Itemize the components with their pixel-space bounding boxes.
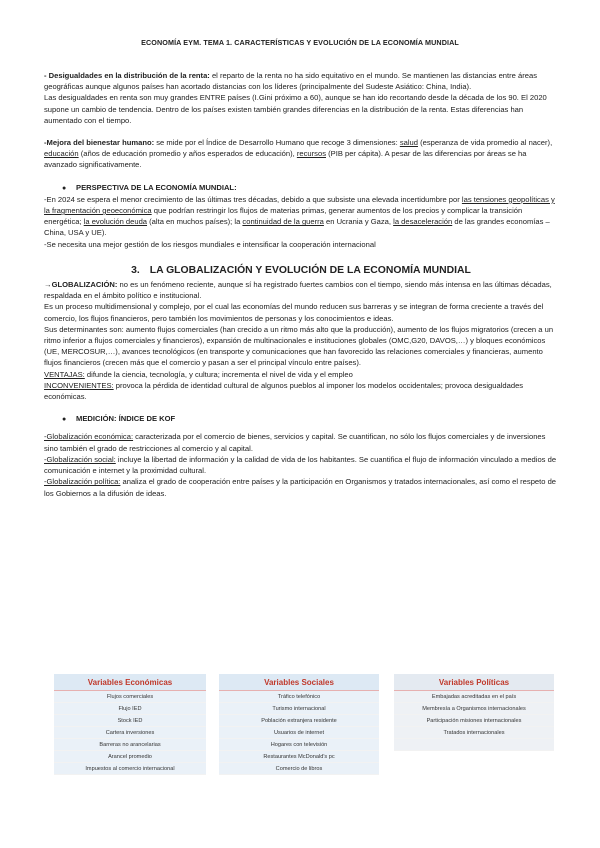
table-cell: Impuestos al comercio internacional xyxy=(54,763,206,775)
paragraph-determinantes: Sus determinantes son: aumento flujos comerciales (han crecido a un ritmo más alto que la producción), aumento de los flujos migratorios (crecen a un ritmo inferior a flujos comerciales y financieros), expansión de multinacionales e instituciones globales (OMC,G20, DAVOS,…) y bloques económicos (UE, MERCOSUR,…), avances tecnológicos (en transporte y comunicaciones que han favorecido las relaciones comerciales y financieras, aumento flujos financieros (crecen más que el comercio y pasan a ser el principal vínculo entre países). xyxy=(44,324,554,368)
ventajas-text: difunde la ciencia, tecnología, y cultura; incrementa el nivel de vida y el empleo xyxy=(84,369,353,379)
bienestar-salud: salud xyxy=(399,138,418,148)
paragraph-desigualdades xyxy=(44,70,558,92)
glob-social-text: incluye la libertad de información y la calidad de vida de los habitantes. Se cuantifica el flujo de información vinculado a medios de comunicación e internet y la proximidad cultural. xyxy=(44,454,557,476)
paragraph-inconvenientes xyxy=(44,380,558,402)
desigualdades-lead: - Desigualdades en la distribución de la renta: xyxy=(44,71,210,80)
table-cell: Usuarios de internet xyxy=(219,727,379,739)
section-number: 3. xyxy=(131,264,140,276)
glob-economica-text: caracterizada por el comercio de bienes, servicios y capital. Se cuantifican, no sólo los flujos comerciales y de inversiones sino también el grado de restricciones al comercio y al capital. xyxy=(44,432,546,453)
section-title xyxy=(44,265,558,276)
medicion-heading xyxy=(62,413,558,425)
perspectiva-underline-4: la desaceleración xyxy=(393,217,453,227)
bullet-icon: ● xyxy=(62,416,67,424)
bienestar-text-1: se mide por el Índice de Desarrollo Humano que recoge 3 dimensiones: xyxy=(154,138,400,148)
paragraph-perspectiva xyxy=(44,194,558,239)
table-cell: Membresía a Organismos internacionales xyxy=(394,703,554,715)
desigualdades-text: el reparto de la renta no ha sido equitativo en el mundo. Se mantienen las distancias entre áreas geográficas aunque algunos países han acortado distancias con los líderes (principalmente del Sudeste Asiático: China, India). xyxy=(44,71,538,92)
bienestar-lead: -Mejora del bienestar humano: xyxy=(44,138,155,148)
perspectiva-heading xyxy=(62,182,558,194)
bienestar-text-2: (esperanza de vida promedio al nacer), xyxy=(417,138,553,148)
inconvenientes-lead: INCONVENIENTES: xyxy=(44,380,114,390)
glob-social-lead: -Globalización social: xyxy=(44,454,116,464)
paragraph-glob-social xyxy=(44,454,558,476)
table-header: Variables Políticas xyxy=(394,674,554,691)
paragraph-globalizacion xyxy=(44,279,558,301)
paragraph-glob-politica xyxy=(44,476,558,498)
perspectiva-heading-text: PERSPECTIVA DE LA ECONOMÍA MUNDIAL: xyxy=(76,182,237,192)
paragraph-proceso: Es un proceso multidimensional y complejo, por el cual las economías del mundo reducen sus barreras y se integran de forma creciente a través del comercio, los flujos financieros, pero también los movimientos de personas y los conocimientos e ideas. xyxy=(44,302,544,323)
table-cell: Stock IED xyxy=(54,715,206,727)
section-title-text: LA GLOBALIZACIÓN Y EVOLUCIÓN DE LA ECONOMÍA MUNDIAL xyxy=(149,264,471,276)
table-header: Variables Económicas xyxy=(54,674,206,691)
table-variables-politicas xyxy=(394,674,554,751)
glob-politica-lead: -Globalización política: xyxy=(44,477,121,487)
table-cell: Población extranjera residente xyxy=(219,715,379,727)
kof-variables-tables xyxy=(54,674,554,774)
paragraph-perspectiva-2: -Se necesita una mejor gestión de los riesgos mundiales e intensificar la cooperación internacional xyxy=(44,239,376,249)
bienestar-text-3: (años de educación promedio y años esperados de educación), xyxy=(78,149,297,159)
document-body xyxy=(44,70,558,499)
perspectiva-text-5: de las grandes economías –China, USA y UE). xyxy=(44,217,550,238)
table-cell: Restaurantes McDonald's pc xyxy=(219,751,379,763)
paragraph-glob-economica xyxy=(44,431,558,453)
table-cell: Comercio de libros xyxy=(219,763,379,775)
table-variables-sociales xyxy=(219,674,379,775)
globalizacion-text: no es un fenómeno reciente, aunque sí ha registrado fuertes cambios con el tiempo, siendo más intensa en las últimas décadas, respaldada en el ámbito político e institucional. xyxy=(44,280,552,301)
paragraph-ventajas xyxy=(44,369,558,380)
perspectiva-text-4: en Ucrania y Gaza, xyxy=(323,217,394,227)
table-cell xyxy=(394,739,554,751)
bienestar-recursos: recursos xyxy=(296,149,326,159)
perspectiva-underline-2: la evolución deuda xyxy=(83,217,148,227)
glob-politica-text: analiza el grado de cooperación entre países y la participación en Organismos y tratados internacionales, así como el respeto de los Gobiernos a la difusión de ideas. xyxy=(44,477,557,498)
table-cell: Flujos comerciales xyxy=(54,691,206,703)
table-variables-economicas xyxy=(54,674,206,775)
ventajas-lead: VENTAJAS: xyxy=(44,369,85,379)
perspectiva-underline-3: continuidad de la guerra xyxy=(242,217,324,227)
medicion-heading-text: MEDICIÓN: ÍNDICE DE KOF xyxy=(76,414,176,424)
bullet-icon: ● xyxy=(62,184,67,192)
paragraph-bienestar xyxy=(44,137,558,171)
table-cell: Tratados internacionales xyxy=(394,727,554,739)
table-cell: Arancel promedio xyxy=(54,751,206,763)
bienestar-educacion: educación xyxy=(44,149,79,159)
bienestar-text-4: (PIB per cápita). A pesar de las diferencias por áreas se ha avanzado significativamente. xyxy=(44,149,527,170)
table-header: Variables Sociales xyxy=(219,674,379,691)
perspectiva-underline-1: las tensiones geopolíticas y la fragmentación geoeconómica xyxy=(44,194,555,216)
page-header: ECONOMÍA EYM. TEMA 1. CARACTERÍSTICAS Y EVOLUCIÓN DE LA ECONOMÍA MUNDIAL xyxy=(141,38,459,47)
perspectiva-text-3: (alta en muchos países); la xyxy=(147,217,243,227)
inconvenientes-text: provoca la pérdida de identidad cultural de algunos pueblos al imponer los modelos occidentales; provoca desigualdades económicas. xyxy=(44,380,524,402)
table-cell: Barreras no arancelarias xyxy=(54,739,206,751)
perspectiva-text-1: -En 2024 se espera el menor crecimiento de las últimas tres décadas, debido a que subsiste una elevada incertidumbre por xyxy=(44,194,462,204)
perspectiva-text-2: que podrían restringir los flujos de materias primas, generar aumentos de los precios y complicar la transición energética; xyxy=(44,206,523,227)
table-cell: Participación misiones internacionales xyxy=(394,715,554,727)
table-cell: Flujo IED xyxy=(54,703,206,715)
table-cell: Embajadas acreditadas en el país xyxy=(394,691,554,703)
table-cell: Hogares con televisión xyxy=(219,739,379,751)
paragraph-desigualdades-2: Las desigualdades en renta son muy grandes ENTRE países (I.Gini próximo a 60), aunque se han ido recortando desde la década de los 90. El 2020 supone un cambio de tendencia. Dentro de los países existen también grandes diferencias en la distribución de la renta. Estas diferencias han aumentado con el tiempo. xyxy=(44,93,547,125)
glob-economica-lead: -Globalización económica: xyxy=(44,432,134,442)
globalizacion-lead: →GLOBALIZACIÓN: xyxy=(44,280,118,290)
table-cell: Tráfico telefónico xyxy=(219,691,379,703)
table-cell: Turismo internacional xyxy=(219,703,379,715)
table-cell: Cartera inversiones xyxy=(54,727,206,739)
